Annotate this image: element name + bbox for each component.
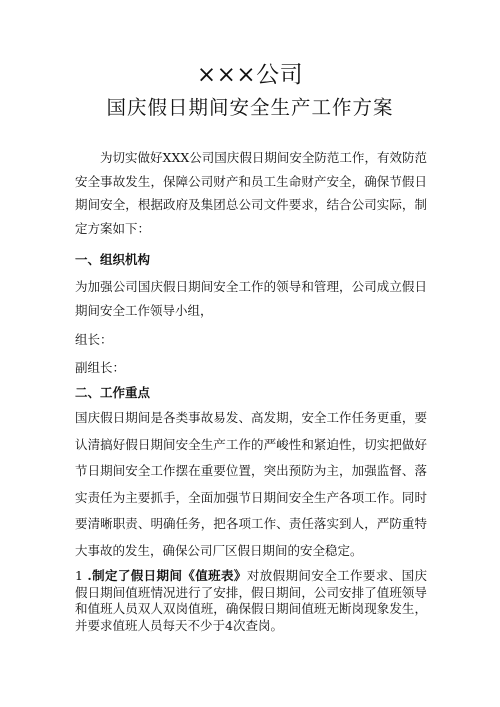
key-work-paragraph: 国庆假日期间是各类事故易发、高发期，安全工作任务更重，要认清搞好假日期间安全生产工作的严峻性和紧迫性，切实把做好节日期间安全工作摆在重要位置，突出预防为主，加强监督、落实责任为主要抓手，全面加强节日期间安全生产各项工作。同时要清晰职责、明确任务，把各项工作、责任落实到人，严防重特大事故的发生，确保公司厂区假日期间的安全稳定。 <box>75 410 427 558</box>
item-number: 1 <box>75 568 83 583</box>
section-heading-key-work: 二、工作重点 <box>75 385 151 400</box>
item-text: 对放假期间安全工作要求、国庆假日期间值班情况进行了安排，假日期间，公司安排了值班领导和值班人员双人双岗值班，确保假日期间值班无断岗现象发生，并要求值班人员每天不少于4次查岗。 <box>75 568 427 633</box>
leader-label: 组长： <box>75 332 113 347</box>
company-title: ×××公司 <box>196 62 304 88</box>
intro-paragraph: 为切实做好XXX公司国庆假日期间安全防范工作，有效防范安全事故发生，保障公司财产和员工生命财产安全，确保节假日期间安全，根据政府及集团总公司文件要求，结合公司实际，制定方案如下： <box>75 150 427 236</box>
deputy-leader-label: 副组长： <box>75 360 126 375</box>
list-item <box>75 568 427 634</box>
organization-paragraph: 为加强公司国庆假日期间安全工作的领导和管理，公司成立假日期间安全工作领导小组， <box>75 279 427 318</box>
section-heading-organization: 一、组织机构 <box>75 252 151 267</box>
item-bold-lead: .制定了假日期间《值班表》 <box>87 568 247 583</box>
document-title: 国庆假日期间安全生产工作方案 <box>106 96 394 119</box>
